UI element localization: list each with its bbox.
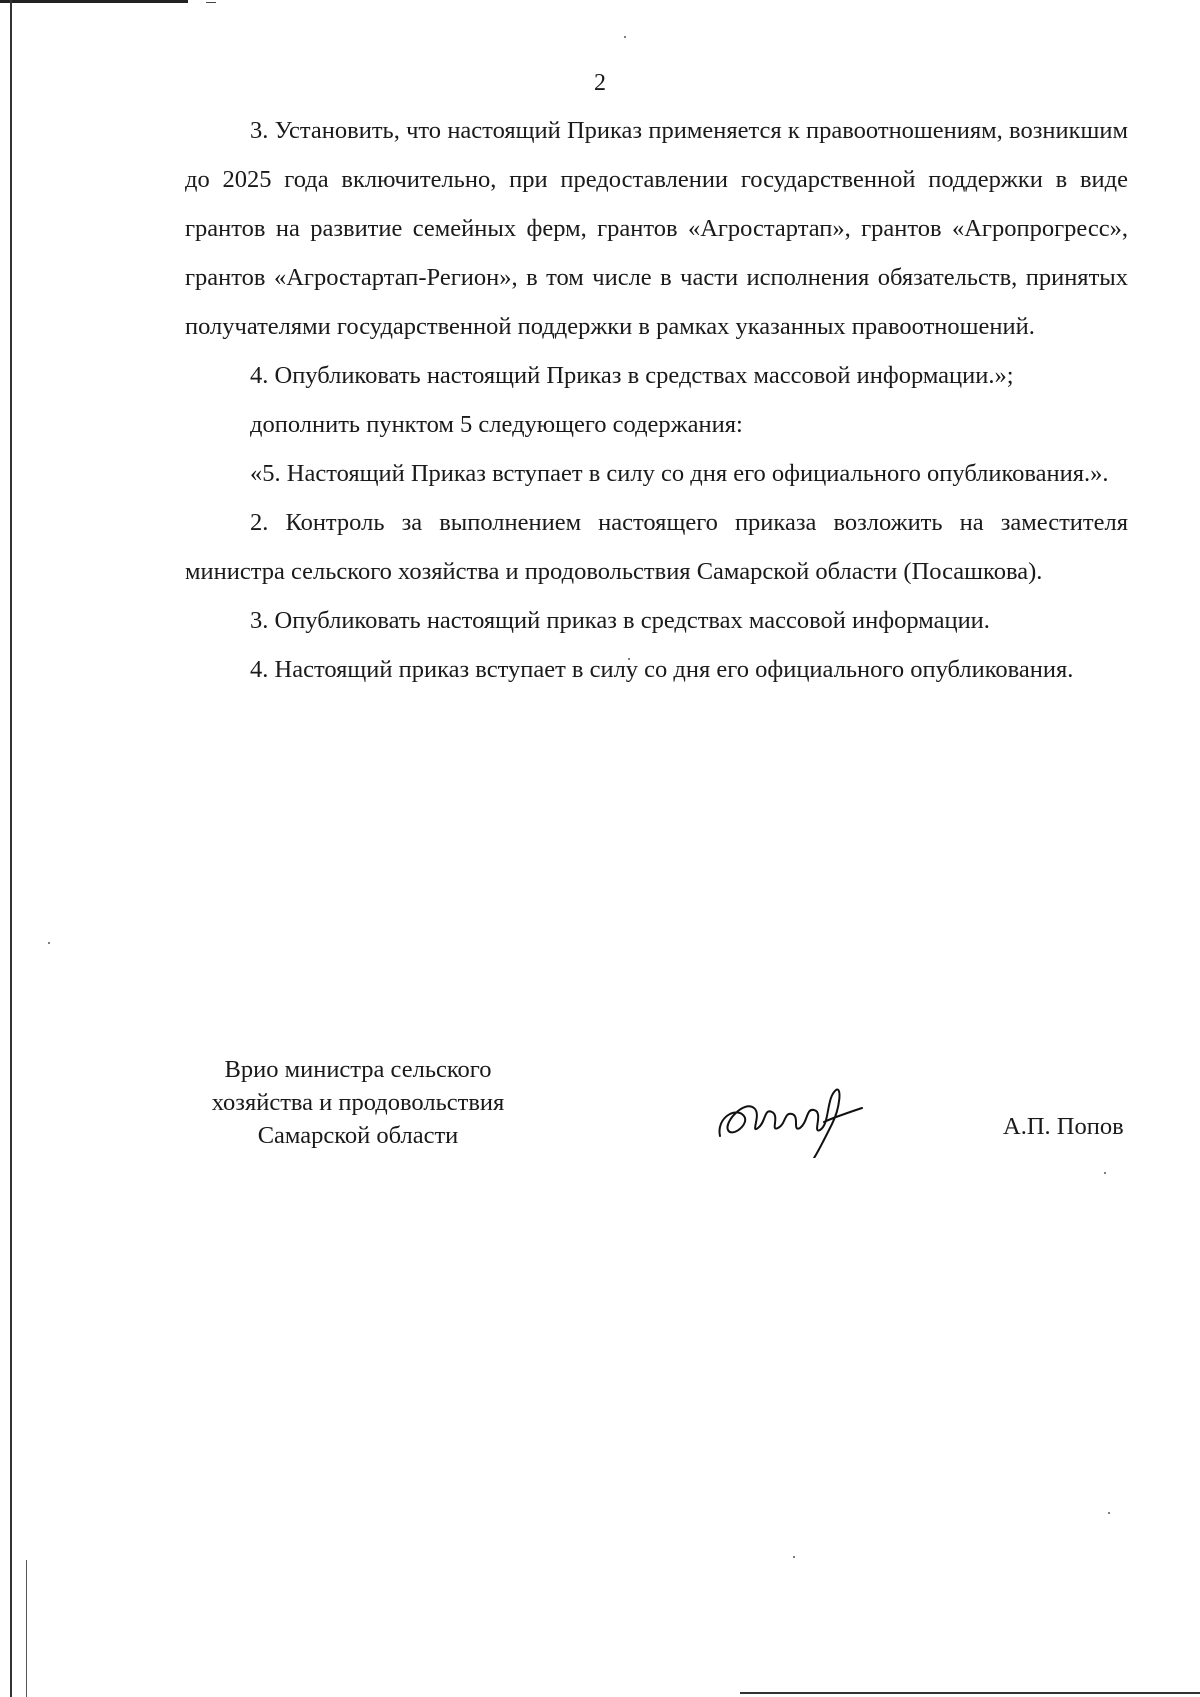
- paragraph-item-5-effective: «5. Настоящий Приказ вступает в силу со дня его официального опубликования.».: [250, 460, 1109, 487]
- scan-edge-left: [10, 0, 12, 1697]
- signatory-position: [168, 1053, 548, 1152]
- scan-speck: [1108, 1512, 1110, 1514]
- document-body: [185, 106, 1128, 694]
- position-line: Самарской области: [257, 1122, 459, 1149]
- scan-speck: [793, 1556, 795, 1558]
- paragraph-3-publish: 3. Опубликовать настоящий приказ в средствах массовой информации.: [250, 607, 990, 634]
- scan-speck: [1104, 1172, 1106, 1174]
- paragraph-2-control: 2. Контроль за выполнением настоящего приказа возложить на заместителя министра сельского хозяйства и продовольствия Самарской области (Посашкова).: [185, 509, 1128, 585]
- scan-edge-top: [0, 0, 188, 3]
- scan-edge-bottom: [740, 1692, 1200, 1694]
- paragraph-item-4-publish: 4. Опубликовать настоящий Приказ в средствах массовой информации.»;: [250, 362, 1014, 389]
- position-line: хозяйства и продовольствия: [211, 1089, 505, 1116]
- scan-speck: [48, 942, 50, 944]
- paragraph-item-3-applicability: 3. Установить, что настоящий Приказ применяется к правоотношениям, возникшим до 2025 года включительно, при предоставлении государственной поддержки в виде грантов на развитие семейных ферм, грантов «Агростартап», грантов «Агропрогресс», грантов «Агростартап-Регион», в том числе в части исполнения обязательств, принятых получателями государственной поддержки в рамках указанных правоотношений.: [185, 117, 1128, 340]
- paragraph-add-item-5: дополнить пунктом 5 следующего содержания:: [250, 411, 743, 438]
- page-number: 2: [594, 70, 606, 96]
- scan-mark: [206, 2, 216, 3]
- scan-edge-left-inner: [26, 1560, 27, 1697]
- scan-speck: [624, 36, 626, 38]
- position-line: Врио министра сельского: [224, 1056, 492, 1083]
- paragraph-4-effective: 4. Настоящий приказ вступает в силу со дня его официального опубликования.: [250, 656, 1074, 683]
- handwritten-signature: [714, 1078, 894, 1158]
- signer-name: А.П. Попов: [1003, 1113, 1124, 1140]
